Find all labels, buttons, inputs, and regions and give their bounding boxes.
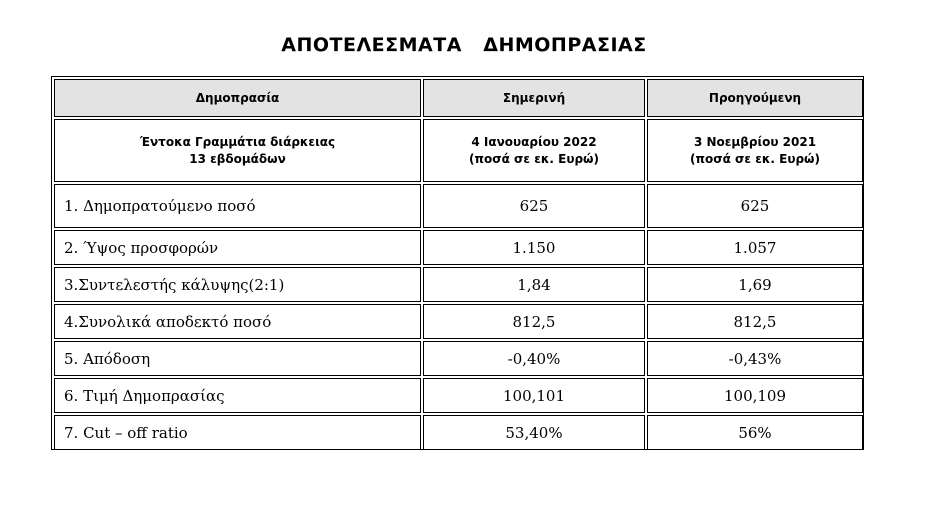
row-previous-value: 812,5 (647, 304, 863, 339)
instrument-cell (54, 119, 421, 182)
row-label: 6. Τιμή Δημοπρασίας (54, 378, 421, 413)
header-current: Σημερινή (423, 79, 645, 117)
row-previous-value: 100,109 (647, 378, 863, 413)
previous-date-cell (647, 119, 863, 182)
table-row (54, 378, 863, 413)
row-current-value: -0,40% (423, 341, 645, 376)
row-label: 2. Ύψος προσφορών (54, 230, 421, 265)
table-row (54, 267, 863, 302)
page-title: ΑΠΟΤΕΛΕΣΜΑΤΑ ΔΗΜΟΠΡΑΣΙΑΣ (281, 34, 647, 56)
previous-unit: (ποσά σε εκ. Ευρώ) (690, 151, 820, 166)
table-row (54, 230, 863, 265)
current-unit: (ποσά σε εκ. Ευρώ) (469, 151, 599, 166)
row-previous-value: -0,43% (647, 341, 863, 376)
row-current-value: 1.150 (423, 230, 645, 265)
row-current-value: 625 (423, 184, 645, 228)
instrument-line-2: 13 εβδομάδων (189, 151, 286, 166)
row-label: 5. Απόδοση (54, 341, 421, 376)
table-header-row (54, 79, 863, 117)
previous-date: 3 Νοεμβρίου 2021 (693, 134, 817, 149)
current-date: 4 Ιανουαρίου 2022 (471, 134, 597, 149)
row-previous-value: 56% (647, 415, 863, 450)
row-label: 7. Cut – off ratio (54, 415, 421, 450)
row-label: 3.Συντελεστής κάλυψης(2:1) (54, 267, 421, 302)
table-row (54, 341, 863, 376)
row-current-value: 1,84 (423, 267, 645, 302)
row-previous-value: 1.057 (647, 230, 863, 265)
header-previous: Προηγούμενη (647, 79, 863, 117)
row-current-value: 812,5 (423, 304, 645, 339)
row-previous-value: 625 (647, 184, 863, 228)
row-label: 4.Συνολικά αποδεκτό ποσό (54, 304, 421, 339)
table-row (54, 415, 863, 450)
row-current-value: 53,40% (423, 415, 645, 450)
row-previous-value: 1,69 (647, 267, 863, 302)
row-label: 1. Δημοπρατούμενο ποσό (54, 184, 421, 228)
table-row (54, 304, 863, 339)
table-subheader-row (54, 119, 863, 182)
instrument-line-1: Έντοκα Γραμμάτια διάρκειας (139, 134, 336, 149)
row-current-value: 100,101 (423, 378, 645, 413)
current-date-cell (423, 119, 645, 182)
auction-results-table (52, 77, 865, 452)
header-auction: Δημοπρασία (54, 79, 421, 117)
table-row (54, 184, 863, 228)
